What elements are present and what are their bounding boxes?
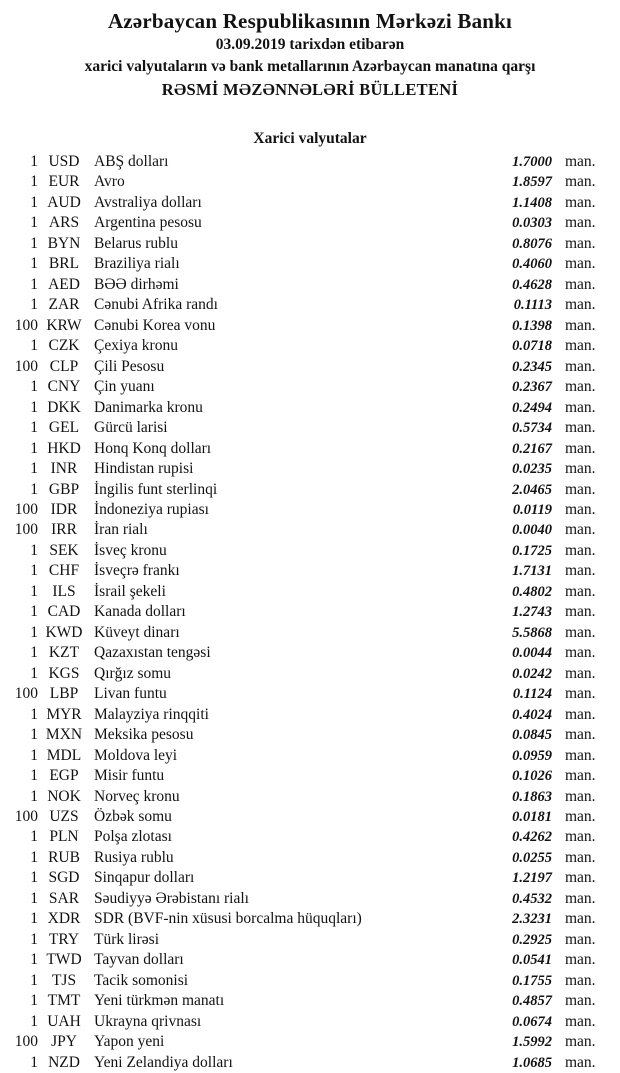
currency-code-cell: SGD	[48, 869, 80, 887]
table-row	[0, 705, 620, 725]
currency-name-cell: İran rialı	[94, 521, 148, 539]
table-row	[0, 254, 620, 274]
currency-name-cell: Sinqapur dolları	[94, 869, 195, 887]
table-row	[0, 336, 620, 356]
currency-code-cell: SEK	[49, 541, 79, 559]
currency-name-cell: Türk lirəsi	[94, 930, 159, 948]
quantity-cell: 1	[30, 378, 38, 396]
unit-cell: man.	[565, 767, 596, 785]
currency-code-cell: IDR	[50, 500, 78, 518]
quantity-cell: 1	[30, 889, 38, 907]
quantity-cell: 1	[30, 1012, 38, 1030]
exchange-rates-table	[0, 152, 620, 1073]
rate-cell: 1.7000	[512, 154, 552, 170]
currency-name-cell: Moldova leyi	[94, 746, 178, 764]
currency-name-cell: BƏƏ dirhəmi	[94, 275, 179, 293]
currency-name-cell: Yeni türkmən manatı	[94, 992, 225, 1010]
quantity-cell: 100	[14, 316, 38, 334]
rate-cell: 0.4024	[512, 706, 552, 723]
quantity-cell: 1	[30, 562, 38, 580]
currency-code-cell: CNY	[47, 378, 81, 396]
currency-code-cell: TWD	[46, 951, 82, 969]
rate-cell: 0.0255	[512, 849, 552, 866]
table-row	[0, 439, 620, 459]
currency-name-cell: Meksika pesosu	[94, 726, 194, 744]
currency-code-cell: CHF	[48, 562, 80, 580]
quantity-cell: 1	[30, 951, 38, 969]
table-row	[0, 746, 620, 766]
currency-code-cell: TRY	[48, 930, 80, 948]
unit-cell: man.	[565, 889, 596, 907]
unit-cell: man.	[565, 664, 596, 682]
table-row	[0, 316, 620, 336]
table-row	[0, 766, 620, 786]
rate-cell: 0.1725	[512, 542, 552, 559]
unit-cell: man.	[565, 930, 596, 948]
quantity-cell: 1	[30, 255, 38, 273]
currency-code-cell: KGS	[48, 664, 80, 682]
currency-name-cell: İsrail şekeli	[94, 582, 166, 600]
rate-cell: 0.0119	[512, 501, 552, 518]
unit-cell: man.	[565, 316, 596, 334]
quantity-cell: 1	[30, 460, 38, 478]
effective-date-line: 03.09.2019 tarixdən etibarən	[215, 36, 405, 53]
quantity-cell: 100	[14, 357, 38, 375]
currency-code-cell: USD	[48, 153, 80, 170]
quantity-cell: 1	[30, 910, 38, 928]
unit-cell: man.	[565, 808, 596, 825]
unit-cell: man.	[565, 521, 596, 539]
currency-code-cell: PLN	[49, 828, 79, 846]
quantity-cell: 1	[30, 746, 38, 764]
unit-cell: man.	[565, 255, 596, 273]
rate-cell: 1.0685	[512, 1054, 552, 1071]
currency-code-cell: CLP	[49, 357, 79, 375]
table-row	[0, 541, 620, 561]
currency-code-cell: AED	[48, 275, 80, 293]
table-row	[0, 991, 620, 1011]
currency-code-cell: INR	[50, 460, 78, 478]
table-row	[0, 950, 620, 970]
unit-cell: man.	[565, 848, 596, 866]
quantity-cell: 1	[30, 480, 38, 498]
rate-cell: 0.0235	[512, 461, 552, 478]
rate-cell: 2.3231	[512, 911, 552, 928]
unit-cell: man.	[565, 726, 596, 744]
currency-name-cell: İngilis funt sterlinqi	[94, 480, 218, 498]
currency-name-cell: Avro	[94, 173, 125, 191]
unit-cell: man.	[565, 971, 596, 989]
table-row	[0, 582, 620, 602]
quantity-cell: 100	[14, 1033, 38, 1051]
currency-name-cell: Özbək somu	[94, 808, 172, 825]
quantity-cell: 1	[30, 828, 38, 846]
rate-cell: 0.2367	[512, 379, 552, 396]
currency-code-cell: AUD	[47, 193, 81, 211]
currency-code-cell: ARS	[48, 214, 80, 232]
unit-cell: man.	[565, 357, 596, 375]
quantity-cell: 1	[30, 193, 38, 211]
currency-code-cell: GEL	[48, 419, 80, 437]
currency-name-cell: İsveçrə frankı	[94, 562, 180, 580]
table-row	[0, 152, 620, 172]
quantity-cell: 100	[14, 500, 38, 518]
currency-name-cell: Tacik somonisi	[94, 971, 189, 989]
currency-code-cell: KWD	[45, 623, 83, 641]
currency-name-cell: Misir funtu	[94, 767, 165, 785]
table-row	[0, 602, 620, 622]
rate-cell: 0.1398	[512, 317, 552, 334]
currency-name-cell: Çili Pesosu	[94, 357, 165, 375]
currency-name-cell: Səudiyyə Ərəbistanı rialı	[94, 889, 249, 907]
table-row	[0, 807, 620, 827]
table-row	[0, 971, 620, 991]
rate-cell: 0.0959	[512, 747, 552, 764]
unit-cell: man.	[565, 828, 596, 846]
quantity-cell: 1	[30, 337, 38, 355]
quantity-cell: 1	[30, 234, 38, 252]
quantity-cell: 1	[30, 398, 38, 416]
currency-code-cell: BYN	[47, 234, 81, 252]
quantity-cell: 1	[30, 644, 38, 662]
currency-code-cell: UZS	[49, 808, 79, 825]
currency-name-cell: Argentina pesosu	[94, 214, 202, 232]
unit-cell: man.	[565, 1012, 596, 1030]
currency-name-cell: Hindistan rupisi	[94, 460, 194, 478]
currency-code-cell: JPY	[51, 1033, 77, 1051]
currency-code-cell: CZK	[48, 337, 80, 355]
currency-code-cell: LBP	[49, 685, 79, 703]
quantity-cell: 1	[30, 439, 38, 457]
quantity-cell: 100	[14, 808, 38, 825]
rate-cell: 1.2197	[512, 870, 552, 887]
currency-code-cell: RUB	[48, 848, 80, 866]
quantity-cell: 1	[30, 930, 38, 948]
quantity-cell: 1	[30, 1053, 38, 1071]
rate-cell: 0.1863	[512, 788, 552, 805]
bulletin-title: RƏSMİ MƏZƏNNƏLƏRİ BÜLLETENİ	[161, 80, 459, 99]
rate-cell: 1.1408	[512, 194, 552, 211]
currency-name-cell: SDR (BVF-nin xüsusi borcalma hüquqları)	[94, 910, 362, 928]
unit-cell: man.	[565, 173, 596, 191]
quantity-cell: 1	[30, 705, 38, 723]
unit-cell: man.	[565, 705, 596, 723]
quantity-cell: 1	[30, 603, 38, 621]
currency-code-cell: UAH	[47, 1012, 81, 1030]
unit-cell: man.	[565, 582, 596, 600]
rate-cell: 0.0674	[512, 1013, 552, 1030]
unit-cell: man.	[565, 787, 596, 805]
quantity-cell: 1	[30, 992, 38, 1010]
table-row	[0, 500, 620, 520]
table-row	[0, 889, 620, 909]
unit-cell: man.	[565, 951, 596, 969]
unit-cell: man.	[565, 275, 596, 293]
table-row	[0, 234, 620, 254]
rate-cell: 0.0718	[512, 338, 552, 355]
rate-cell: 0.2925	[512, 931, 552, 948]
currency-code-cell: TMT	[47, 992, 81, 1010]
rate-cell: 0.2494	[512, 399, 552, 416]
rate-cell: 0.1755	[512, 972, 552, 989]
table-row	[0, 520, 620, 540]
unit-cell: man.	[565, 480, 596, 498]
currency-code-cell: GBP	[48, 480, 80, 498]
rate-cell: 0.0044	[512, 645, 552, 662]
quantity-cell: 1	[30, 971, 38, 989]
currency-code-cell: ZAR	[48, 296, 80, 314]
currency-code-cell: MXN	[45, 726, 83, 744]
rate-cell: 1.5992	[512, 1034, 552, 1051]
table-row	[0, 909, 620, 929]
table-row	[0, 357, 620, 377]
table-row	[0, 643, 620, 663]
unit-cell: man.	[565, 398, 596, 416]
unit-cell: man.	[565, 541, 596, 559]
rate-cell: 0.1113	[513, 297, 552, 314]
table-row	[0, 1053, 620, 1073]
rate-cell: 0.4262	[512, 829, 552, 846]
rate-cell: 2.0465	[512, 481, 552, 498]
currency-code-cell: CAD	[47, 603, 81, 621]
rate-cell: 0.4532	[512, 890, 552, 907]
currency-name-cell: Livan funtu	[94, 685, 167, 703]
table-row	[0, 848, 620, 868]
quantity-cell: 100	[14, 521, 38, 539]
currency-name-cell: Rusiya rublu	[94, 848, 174, 866]
table-row	[0, 623, 620, 643]
table-row	[0, 868, 620, 888]
quantity-cell: 1	[30, 848, 38, 866]
unit-cell: man.	[565, 337, 596, 355]
rate-cell: 5.5868	[512, 624, 552, 641]
table-row	[0, 827, 620, 847]
quantity-cell: 1	[30, 787, 38, 805]
currency-name-cell: Çexiya kronu	[94, 337, 178, 355]
table-row	[0, 275, 620, 295]
table-row	[0, 1012, 620, 1032]
currency-name-cell: Tayvan dolları	[94, 951, 184, 969]
quantity-cell: 1	[30, 623, 38, 641]
rate-cell: 1.2743	[512, 604, 552, 621]
currency-code-cell: EUR	[48, 173, 80, 191]
table-row	[0, 725, 620, 745]
rate-cell: 0.4060	[512, 256, 552, 273]
table-row	[0, 480, 620, 500]
table-row	[0, 459, 620, 479]
table-row	[0, 398, 620, 418]
unit-cell: man.	[565, 234, 596, 252]
unit-cell: man.	[565, 193, 596, 211]
currency-name-cell: Yapon yeni	[94, 1033, 165, 1051]
table-row	[0, 213, 620, 233]
section-title-foreign-currencies: Xarici valyutalar	[253, 130, 367, 147]
rate-cell: 0.0541	[512, 952, 552, 969]
unit-cell: man.	[565, 746, 596, 764]
currency-name-cell: Gürcü larisi	[94, 419, 168, 437]
currency-code-cell: MDL	[46, 746, 82, 764]
currency-code-cell: SAR	[48, 889, 80, 907]
currency-name-cell: Küveyt dinarı	[94, 623, 180, 641]
table-row	[0, 664, 620, 684]
quantity-cell: 1	[30, 541, 38, 559]
rate-cell: 0.1124	[512, 686, 552, 703]
currency-name-cell: Qırğız somu	[94, 664, 172, 682]
unit-cell: man.	[565, 685, 596, 703]
currency-code-cell: KZT	[48, 644, 80, 662]
unit-cell: man.	[565, 153, 596, 170]
currency-name-cell: Malayziya rinqqiti	[94, 705, 209, 723]
currency-code-cell: EGP	[49, 767, 79, 785]
rate-cell: 0.2167	[512, 440, 552, 457]
quantity-cell: 100	[14, 685, 38, 703]
currency-name-cell: Norveç kronu	[94, 787, 180, 805]
currency-name-cell: Kanada dolları	[94, 603, 186, 621]
currency-code-cell: HKD	[47, 439, 81, 457]
table-row	[0, 172, 620, 192]
currency-code-cell: KRW	[46, 316, 82, 334]
rate-cell: 0.4802	[512, 583, 552, 600]
table-row	[0, 377, 620, 397]
unit-cell: man.	[565, 603, 596, 621]
rate-cell: 0.0040	[512, 522, 552, 539]
rate-cell: 0.4857	[512, 993, 552, 1010]
quantity-cell: 1	[30, 582, 38, 600]
rate-cell: 0.4628	[512, 276, 552, 293]
quantity-cell: 1	[30, 173, 38, 191]
unit-cell: man.	[565, 439, 596, 457]
rate-cell: 0.0181	[512, 809, 552, 825]
currency-code-cell: XDR	[47, 910, 81, 928]
quantity-cell: 1	[30, 726, 38, 744]
currency-name-cell: Polşa zlotası	[94, 828, 172, 846]
unit-cell: man.	[565, 460, 596, 478]
unit-cell: man.	[565, 1053, 596, 1071]
currency-code-cell: NOK	[47, 787, 81, 805]
quantity-cell: 1	[30, 419, 38, 437]
currency-code-cell: ILS	[52, 582, 76, 600]
currency-name-cell: Danimarka kronu	[94, 398, 203, 416]
unit-cell: man.	[565, 644, 596, 662]
currency-name-cell: Yeni Zelandiya dolları	[94, 1053, 233, 1071]
currency-name-cell: Cənubi Afrika randı	[94, 296, 218, 314]
currency-code-cell: TJS	[51, 971, 77, 989]
unit-cell: man.	[565, 869, 596, 887]
rate-cell: 0.0845	[512, 727, 552, 744]
currency-name-cell: Braziliya rialı	[94, 255, 180, 273]
table-row	[0, 684, 620, 704]
unit-cell: man.	[565, 992, 596, 1010]
currency-code-cell: MYR	[46, 705, 82, 723]
table-row	[0, 418, 620, 438]
table-row	[0, 295, 620, 315]
quantity-cell: 1	[30, 664, 38, 682]
unit-cell: man.	[565, 1033, 596, 1051]
currency-name-cell: Honq Konq dolları	[94, 439, 212, 457]
currency-name-cell: ABŞ dolları	[94, 153, 169, 170]
rate-cell: 0.1026	[512, 768, 552, 785]
currency-name-cell: İsveç kronu	[94, 541, 167, 559]
currency-name-cell: Cənubi Korea vonu	[94, 316, 216, 334]
unit-cell: man.	[565, 623, 596, 641]
rate-cell: 1.7131	[512, 563, 552, 580]
quantity-cell: 1	[30, 153, 38, 170]
table-row	[0, 787, 620, 807]
quantity-cell: 1	[30, 214, 38, 232]
unit-cell: man.	[565, 500, 596, 518]
quantity-cell: 1	[30, 869, 38, 887]
rate-cell: 0.0303	[512, 215, 552, 232]
table-row	[0, 193, 620, 213]
currency-name-cell: Çin yuanı	[94, 378, 155, 396]
table-row	[0, 561, 620, 581]
unit-cell: man.	[565, 378, 596, 396]
table-row	[0, 930, 620, 950]
currency-code-cell: IRR	[51, 521, 77, 539]
currency-name-cell: Belarus rublu	[94, 234, 178, 252]
currency-code-cell: DKK	[47, 398, 81, 416]
currency-code-cell: BRL	[48, 255, 80, 273]
currency-name-cell: Qazaxıstan tengəsi	[94, 644, 211, 662]
currency-code-cell: NZD	[48, 1053, 80, 1071]
rate-cell: 0.8076	[512, 235, 552, 252]
unit-cell: man.	[565, 910, 596, 928]
quantity-cell: 1	[30, 275, 38, 293]
rate-cell: 0.5734	[512, 420, 552, 437]
table-row	[0, 1032, 620, 1052]
currency-name-cell: Ukrayna qrivnası	[94, 1012, 202, 1030]
rate-cell: 0.0242	[512, 665, 552, 682]
quantity-cell: 1	[30, 767, 38, 785]
unit-cell: man.	[565, 296, 596, 314]
rate-cell: 0.2345	[512, 358, 552, 375]
currency-name-cell: İndoneziya rupiası	[94, 500, 209, 518]
unit-cell: man.	[565, 214, 596, 232]
quantity-cell: 1	[30, 296, 38, 314]
unit-cell: man.	[565, 419, 596, 437]
currency-name-cell: Avstraliya dolları	[94, 193, 202, 211]
page-title: Azərbaycan Respublikasının Mərkəzi Bankı	[107, 9, 513, 33]
rate-cell: 1.8597	[512, 174, 552, 191]
subject-line: xarici valyutaların və bank metallarının Azərbaycan manatına qarşı	[84, 58, 536, 75]
unit-cell: man.	[565, 562, 596, 580]
